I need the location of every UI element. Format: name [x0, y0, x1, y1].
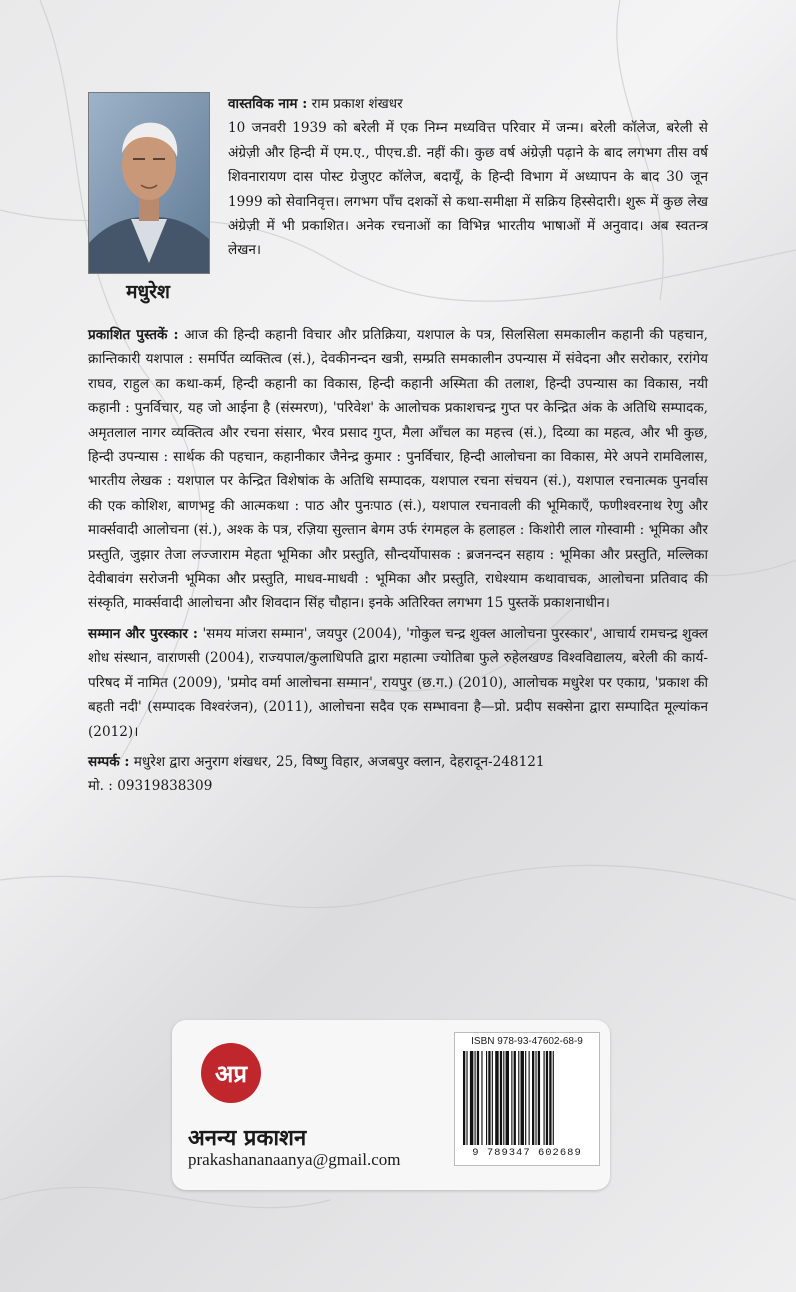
barcode-bar	[506, 1051, 509, 1145]
barcode-bar	[470, 1051, 473, 1145]
contact-address-line	[88, 750, 708, 774]
isbn-digits: 9 789347 602689	[472, 1147, 582, 1159]
back-cover-text	[88, 92, 708, 799]
publisher-name: अनन्य प्रकाशन	[188, 1126, 307, 1151]
barcode-bar	[518, 1051, 519, 1145]
awards	[88, 622, 708, 744]
barcode-bar	[521, 1051, 524, 1145]
barcode-bar	[538, 1051, 540, 1145]
published-books-text: आज की हिन्दी कहानी विचार और प्रतिक्रिया, यशपाल के पत्र, सिलसिला समकालीन कहानी की पहचान, क्रान्तिकारी यशपाल : समर्पित व्यक्तित्व (सं.), देवकीनन्दन खत्री, सम्प्रति समकालीन उपन्यास में संवेदना और सरोकार, ररांगेय राघव, राहुल का कथा-कर्म, हिन्दी कहानी का विकास, हिन्दी कहानी अस्मिता की तलाश, हिन्दी उपन्यास का विकास, नयी कहानी : पुनर्विचार, यह जो आईना है (संस्मरण), 'परिवेश' के आलोचक प्रकाशचन्द्र गुप्त पर केन्द्रित अंक के अतिथि सम्पादक, अमृतलाल नागर व्यक्तित्व और रचना संसार, भैरव प्रसाद गुप्त, मैला आँचल का महत्त्व (सं.), दिव्या का महत्व, और भी कुछ, हिन्दी उपन्यास : सार्थक की पहचान, कहानीकार जैनेन्द्र कुमार : पुनर्विचार, हिन्दी आलोचना का विकास, मेरे अपने रामविलास, भारतीय लेखक : यशपाल पर केन्द्रित विशेषांक के अतिथि सम्पादक, यशपाल रचना संचयन (सं.), यशपाल रचनात्मक पुनर्वास की एक कोशिश, बाणभट्ट की आत्मकथा : पाठ और पुनःपाठ (सं.), यशपाल रचनावली की भूमिकाएँ, फणीश्वरनाथ रेणु और मार्क्सवादी आलोचना (सं.), अश्क के पत्र, रज़िया सुल्तान बेगम उर्फ रंगमहल के हलाहल : किशोरी लाल गोस्वामी : भूमिका और प्रस्तुति, जुझार तेजा लज्जाराम मेहता भूमिका और प्रस्तुति, सौन्दर्योपासक : ब्रजनन्दन सहाय : भूमिका और प्रस्तुति, मल्लिका देवीबावंग सरोजनी भूमिका और प्रस्तुति, माधव-माधवी : भूमिका और प्रस्तुति, राधेश्याम कथावाचक, आलोचना प्रतिवाद की संस्कृति, मार्क्सवादी आलोचना और शिवदान सिंह चौहान। इनके अतिरिक्त लगभग 15 पुस्तकें प्रकाशनाधीन।	[88, 327, 708, 612]
barcode-bar	[514, 1051, 516, 1145]
barcode-bar	[466, 1051, 467, 1145]
barcode-bar	[486, 1051, 487, 1145]
published-books-label: प्रकाशित पुस्तकें :	[88, 327, 179, 343]
barcode-bar	[549, 1051, 551, 1145]
barcode-bar	[535, 1051, 536, 1145]
awards-text: 'समय मांजरा सम्मान', जयपुर (2004), 'गोकुल चन्द्र शुक्ल आलोचना पुरस्कार', आचार्य रामचन्द्र शुक्ल शोध संस्थान, वाराणसी (2004), राज्यपाल/कुलाधिपति द्वारा महात्मा ज्योतिबा फुले रुहेलखण्ड विश्वविद्यालय, बरेली की कार्य-परिषद में नामित (2009), 'प्रमोद वर्मा आलोचना सम्मान', रायपुर (छ.ग.) (2010), आलोचक मधुरेश पर एकाग्र, 'प्रकाश की बहती नदी' (सम्पादक विश्वरंजन), (2011), आलोचना सदैव एक सम्भावना है—प्रो. प्रदीप सक्सेना द्वारा सम्पादित मूल्यांकन (2012)।	[88, 625, 708, 740]
barcode-bar	[488, 1051, 490, 1145]
isbn-barcode	[454, 1032, 600, 1166]
barcode-bar	[475, 1051, 476, 1145]
author-section	[88, 92, 708, 317]
phone-label: मो. :	[88, 778, 113, 795]
phone-number: 09319838309	[117, 778, 213, 795]
author-photo	[88, 92, 210, 274]
barcode-bar	[481, 1051, 482, 1145]
author-photo-block	[88, 92, 216, 304]
barcode-bar	[463, 1051, 465, 1145]
barcode-bar	[492, 1051, 493, 1145]
barcode-bar	[503, 1051, 504, 1145]
barcode-bar	[525, 1051, 526, 1145]
contact	[88, 750, 708, 799]
publisher-logo	[200, 1042, 262, 1104]
barcode-bars	[461, 1051, 593, 1145]
real-name-line	[228, 92, 708, 116]
publisher-email: prakashananaanya@gmail.com	[188, 1150, 401, 1169]
contact-address: मधुरेश द्वारा अनुराग शंखधर, 25, विष्णु विहार, अजबपुर क्लान, देहरादून-248121	[133, 753, 545, 770]
published-books	[88, 323, 708, 616]
bio-text: 10 जनवरी 1939 को बरेली में एक निम्न मध्यवित्त परिवार में जन्म। बरेली कॉलेज, बरेली से अंग्रेज़ी और हिन्दी में एम.ए., पीएच.डी. नहीं की। कुछ वर्ष अंग्रेज़ी पढ़ाने के बाद लगभग तीस वर्ष शिवनारायण दास पोस्ट ग्रेजुएट कॉलेज, बदायूँ, के हिन्दी विभाग में अध्यापन के बाद 30 जून 1999 को सेवानिवृत्त। लगभग पाँच दशकों से कथा-समीक्षा में सक्रिय हिस्सेदारी। शुरू में कुछ लेख अंग्रेज़ी में भी प्रकाशित। अनेक रचनाओं का विभिन्न भारतीय भाषाओं में अनुवाद। अब स्वतन्त्र लेखन।	[228, 120, 708, 259]
barcode-bar	[544, 1051, 545, 1145]
contact-phone-line	[88, 774, 708, 798]
author-name-caption: मधुरेश	[126, 281, 170, 303]
publisher-logo-glyph: अप्र	[215, 1060, 247, 1088]
real-name-label: वास्तविक नाम :	[228, 96, 308, 112]
barcode-bar	[500, 1051, 502, 1145]
isbn-label: ISBN 978-93-47602-68-9	[471, 1036, 583, 1047]
awards-label: सम्मान और पुरस्कार :	[88, 625, 198, 642]
barcode-bar	[529, 1051, 530, 1145]
barcode-bar	[553, 1051, 554, 1145]
barcode-bar	[477, 1051, 479, 1145]
barcode-bar	[532, 1051, 534, 1145]
barcode-bar	[511, 1051, 512, 1145]
barcode-bar	[495, 1051, 498, 1145]
real-name-value: राम प्रकाश शंखधर	[311, 96, 403, 112]
contact-label: सम्पर्क :	[88, 753, 130, 770]
barcode-bar	[546, 1051, 548, 1145]
publisher-box	[172, 1020, 610, 1190]
author-bio	[228, 92, 708, 263]
